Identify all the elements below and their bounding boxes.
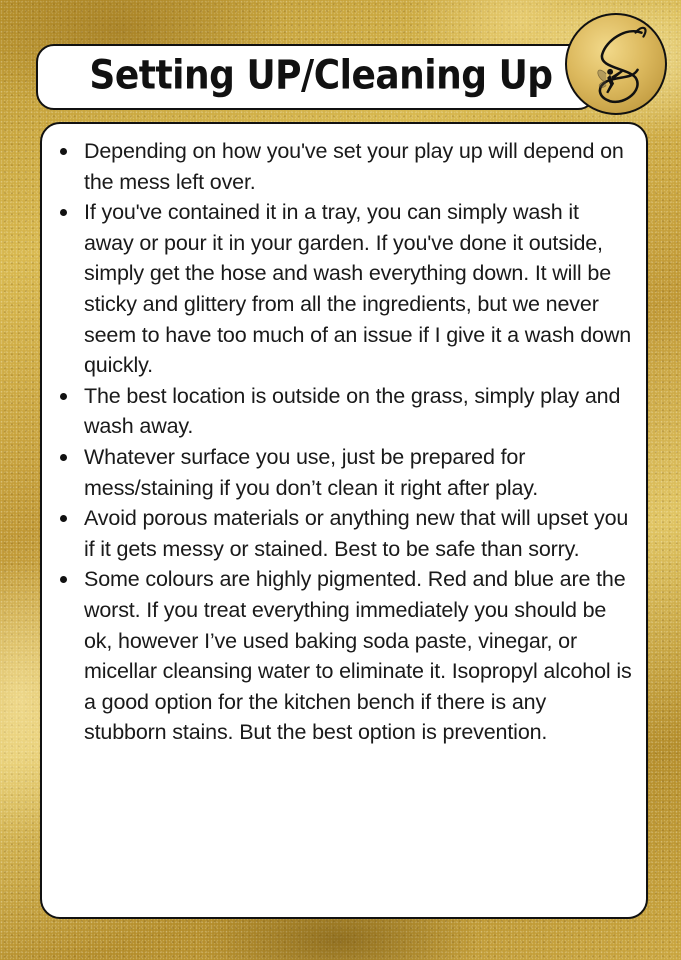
list-item [56, 564, 632, 748]
list-item [56, 136, 632, 197]
page-title: Setting UP/Cleaning Up [89, 52, 553, 98]
list-item-text: Avoid porous materials or anything new that will upset you if it gets messy or stained. Best to be safe than sorry. [84, 506, 629, 561]
bullet-icon [60, 515, 67, 522]
list-item [56, 503, 632, 564]
list-item-text: Some colours are highly pigmented. Red and blue are the worst. If you treat everything immediately you should be ok, however I’ve used baking soda paste, vinegar, or micellar cleansing water to eliminate it. Isopropyl alcohol is a good option for the kitchen bench if there is any stubborn stains. But the best option is prevention. [84, 567, 632, 745]
list-item-text: Depending on how you've set your play up will depend on the mess left over. [84, 139, 624, 194]
bullet-icon [60, 148, 67, 155]
bullet-icon [60, 454, 67, 461]
list-item [56, 381, 632, 442]
bullet-icon [60, 393, 67, 400]
content-card [40, 122, 648, 919]
list-item-text: If you've contained it in a tray, you can simply wash it away or pour it in your garden. If you've done it outside, simply get the hose and wash everything down. It will be sticky and glittery from all the ingredients, but we never seem to have too much of an issue if I give it a wash down quickly. [84, 200, 632, 378]
bullet-icon [60, 576, 67, 583]
list-item [56, 197, 632, 381]
title-banner [36, 44, 596, 110]
list-item-text: The best location is outside on the grass, simply play and wash away. [84, 383, 621, 439]
brand-logo [565, 13, 667, 115]
bullet-list [56, 136, 632, 748]
list-item-text: Whatever surface you use, just be prepared for mess/staining if you don’t clean it right after play. [84, 444, 539, 500]
list-item [56, 442, 632, 503]
script-s-fairy-logo-icon [567, 15, 665, 113]
bullet-icon [60, 209, 67, 216]
